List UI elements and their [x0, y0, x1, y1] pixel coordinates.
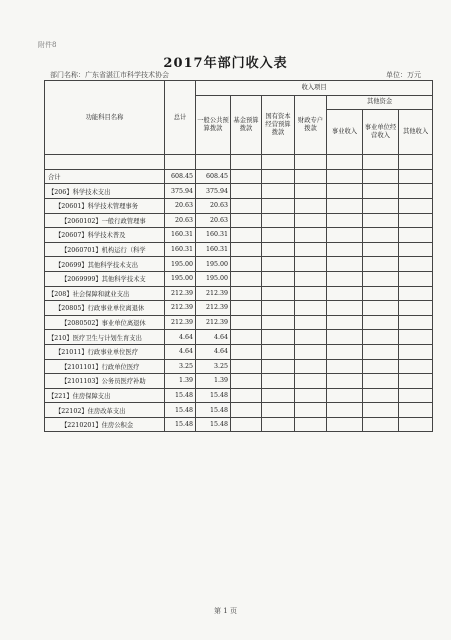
- empty-cell: [295, 417, 327, 432]
- table-row: [45, 271, 433, 286]
- empty-cell: [262, 417, 295, 432]
- empty-cell: [363, 301, 399, 316]
- row-total: 608.45: [165, 169, 196, 184]
- empty-cell: [327, 330, 363, 345]
- empty-cell: [363, 286, 399, 301]
- empty-cell: [231, 344, 262, 359]
- blank-cell: [45, 155, 165, 170]
- empty-cell: [295, 344, 327, 359]
- empty-cell: [262, 374, 295, 389]
- empty-cell: [295, 242, 327, 257]
- empty-cell: [399, 344, 433, 359]
- attachment-label: 附件8: [38, 41, 57, 49]
- empty-cell: [327, 257, 363, 272]
- empty-cell: [363, 213, 399, 228]
- row-general: 4.64: [196, 330, 231, 345]
- empty-cell: [327, 359, 363, 374]
- empty-cell: [327, 374, 363, 389]
- empty-cell: [363, 184, 399, 199]
- empty-cell: [327, 403, 363, 418]
- empty-cell: [231, 301, 262, 316]
- empty-cell: [399, 169, 433, 184]
- blank-cell: [165, 155, 196, 170]
- empty-cell: [231, 271, 262, 286]
- empty-cell: [399, 271, 433, 286]
- blank-cell: [327, 155, 363, 170]
- row-total: 212.39: [165, 315, 196, 330]
- row-general: 212.39: [196, 301, 231, 316]
- empty-cell: [399, 315, 433, 330]
- empty-cell: [262, 271, 295, 286]
- blank-cell: [295, 155, 327, 170]
- empty-cell: [295, 388, 327, 403]
- row-name: 【22102】住房改革支出: [45, 403, 165, 418]
- empty-cell: [231, 315, 262, 330]
- empty-cell: [295, 271, 327, 286]
- row-name: 【21011】行政事业单位医疗: [45, 344, 165, 359]
- empty-cell: [363, 271, 399, 286]
- empty-cell: [327, 184, 363, 199]
- empty-cell: [231, 286, 262, 301]
- empty-cell: [363, 374, 399, 389]
- page-number: 第 1 页: [214, 607, 237, 615]
- empty-cell: [262, 315, 295, 330]
- header-other-income: 其他收入: [399, 110, 433, 155]
- row-general: 15.48: [196, 417, 231, 432]
- row-total: 20.63: [165, 198, 196, 213]
- empty-cell: [399, 403, 433, 418]
- empty-cell: [363, 198, 399, 213]
- empty-cell: [327, 388, 363, 403]
- row-general: 15.48: [196, 403, 231, 418]
- row-name: 【2101101】行政单位医疗: [45, 359, 165, 374]
- empty-cell: [231, 184, 262, 199]
- empty-cell: [295, 330, 327, 345]
- row-general: 608.45: [196, 169, 231, 184]
- row-general: 3.25: [196, 359, 231, 374]
- row-general: 212.39: [196, 286, 231, 301]
- empty-cell: [231, 169, 262, 184]
- header-func: 功能科目名称: [45, 81, 165, 155]
- table-row: [45, 198, 433, 213]
- empty-cell: [231, 257, 262, 272]
- row-general: 4.64: [196, 344, 231, 359]
- empty-cell: [363, 359, 399, 374]
- empty-cell: [231, 242, 262, 257]
- empty-cell: [231, 359, 262, 374]
- empty-cell: [262, 169, 295, 184]
- unit-label: 单位：万元: [386, 71, 421, 79]
- empty-cell: [399, 359, 433, 374]
- empty-cell: [262, 198, 295, 213]
- empty-cell: [327, 286, 363, 301]
- empty-cell: [295, 286, 327, 301]
- empty-cell: [262, 344, 295, 359]
- row-total: 375.94: [165, 184, 196, 199]
- table-row: [45, 184, 433, 199]
- blank-cell: [231, 155, 262, 170]
- org-name: 部门名称：广东省湛江市科学技术协会: [50, 71, 169, 79]
- empty-cell: [295, 374, 327, 389]
- row-general: 1.39: [196, 374, 231, 389]
- row-name: 【206】科学技术支出: [45, 184, 165, 199]
- row-general: 15.48: [196, 388, 231, 403]
- row-total: 4.64: [165, 344, 196, 359]
- empty-cell: [327, 417, 363, 432]
- table-body: [45, 169, 433, 432]
- empty-cell: [327, 198, 363, 213]
- empty-cell: [327, 169, 363, 184]
- row-name: 【221】住房保障支出: [45, 388, 165, 403]
- row-name: 【20607】科学技术普及: [45, 228, 165, 243]
- empty-cell: [262, 403, 295, 418]
- header-fiscal-special: 财政专户拨款: [295, 95, 327, 155]
- empty-cell: [295, 213, 327, 228]
- row-general: 20.63: [196, 213, 231, 228]
- table-row: [45, 301, 433, 316]
- table-row: [45, 403, 433, 418]
- empty-cell: [262, 228, 295, 243]
- empty-cell: [399, 417, 433, 432]
- empty-cell: [231, 198, 262, 213]
- empty-cell: [295, 315, 327, 330]
- income-table: [44, 80, 433, 432]
- row-total: 4.64: [165, 330, 196, 345]
- header-income-items: 收入项目: [196, 81, 433, 96]
- row-total: 195.00: [165, 257, 196, 272]
- empty-cell: [363, 388, 399, 403]
- empty-cell: [399, 330, 433, 345]
- header-business-income: 事业收入: [327, 110, 363, 155]
- empty-cell: [399, 301, 433, 316]
- blank-cell: [363, 155, 399, 170]
- empty-cell: [399, 242, 433, 257]
- empty-cell: [262, 301, 295, 316]
- row-general: 195.00: [196, 257, 231, 272]
- row-name: 【2101103】公务员医疗补助: [45, 374, 165, 389]
- empty-cell: [262, 184, 295, 199]
- blank-cell: [196, 155, 231, 170]
- row-name: 【2069999】其他科学技术支: [45, 271, 165, 286]
- empty-cell: [231, 228, 262, 243]
- empty-cell: [231, 417, 262, 432]
- table-row: [45, 417, 433, 432]
- empty-cell: [262, 388, 295, 403]
- empty-cell: [399, 228, 433, 243]
- row-total: 160.31: [165, 228, 196, 243]
- empty-cell: [327, 271, 363, 286]
- row-total: 15.48: [165, 388, 196, 403]
- table-row: [45, 330, 433, 345]
- row-general: 20.63: [196, 198, 231, 213]
- row-general: 195.00: [196, 271, 231, 286]
- row-name: 【20601】科学技术管理事务: [45, 198, 165, 213]
- empty-cell: [295, 169, 327, 184]
- empty-cell: [363, 228, 399, 243]
- blank-cell: [262, 155, 295, 170]
- table-row: [45, 257, 433, 272]
- empty-cell: [231, 403, 262, 418]
- table-row: [45, 359, 433, 374]
- empty-cell: [262, 257, 295, 272]
- row-name: 【210】医疗卫生与计划生育支出: [45, 330, 165, 345]
- empty-cell: [231, 374, 262, 389]
- page-title: 2017年部门收入表: [163, 56, 288, 71]
- empty-cell: [295, 403, 327, 418]
- empty-cell: [295, 257, 327, 272]
- row-total: 20.63: [165, 213, 196, 228]
- row-name: 【2080502】事业单位离退休: [45, 315, 165, 330]
- row-total: 212.39: [165, 286, 196, 301]
- empty-cell: [327, 213, 363, 228]
- header-unit-business: 事业单位经营收入: [363, 110, 399, 155]
- empty-cell: [399, 257, 433, 272]
- empty-cell: [295, 228, 327, 243]
- empty-cell: [363, 242, 399, 257]
- table-row: [45, 374, 433, 389]
- row-name: 【208】社会保障和就业支出: [45, 286, 165, 301]
- table-row: [45, 169, 433, 184]
- empty-cell: [363, 417, 399, 432]
- empty-cell: [399, 198, 433, 213]
- empty-cell: [295, 301, 327, 316]
- empty-cell: [327, 301, 363, 316]
- empty-cell: [399, 374, 433, 389]
- empty-cell: [262, 286, 295, 301]
- row-general: 160.31: [196, 228, 231, 243]
- empty-cell: [399, 388, 433, 403]
- empty-cell: [295, 198, 327, 213]
- row-name: 【20805】行政事业单位离退休: [45, 301, 165, 316]
- header-state-capital: 国有资本经营预算拨款: [262, 95, 295, 155]
- row-total: 1.39: [165, 374, 196, 389]
- empty-cell: [231, 388, 262, 403]
- row-name: 【2060701】机构运行（科学: [45, 242, 165, 257]
- empty-cell: [399, 286, 433, 301]
- empty-cell: [262, 359, 295, 374]
- empty-cell: [363, 403, 399, 418]
- empty-cell: [231, 330, 262, 345]
- empty-cell: [363, 344, 399, 359]
- row-total: 160.31: [165, 242, 196, 257]
- table-row: [45, 213, 433, 228]
- empty-cell: [327, 315, 363, 330]
- blank-cell: [399, 155, 433, 170]
- row-general: 160.31: [196, 242, 231, 257]
- empty-cell: [262, 213, 295, 228]
- row-total: 15.48: [165, 417, 196, 432]
- header-other-funds: 其他资金: [327, 95, 433, 110]
- row-total: 15.48: [165, 403, 196, 418]
- table-row: [45, 388, 433, 403]
- empty-cell: [262, 242, 295, 257]
- table-row: [45, 242, 433, 257]
- header-general: 一般公共预算拨款: [196, 95, 231, 155]
- row-total: 212.39: [165, 301, 196, 316]
- empty-cell: [295, 184, 327, 199]
- row-general: 212.39: [196, 315, 231, 330]
- header-fund: 基金预算拨款: [231, 95, 262, 155]
- row-name: 【2060102】一般行政管理事: [45, 213, 165, 228]
- empty-cell: [363, 257, 399, 272]
- row-total: 3.25: [165, 359, 196, 374]
- row-name: 【2210201】住房公积金: [45, 417, 165, 432]
- empty-cell: [363, 330, 399, 345]
- table-row: [45, 315, 433, 330]
- row-name: 合计: [45, 169, 165, 184]
- empty-cell: [363, 315, 399, 330]
- empty-cell: [327, 228, 363, 243]
- table-row: [45, 286, 433, 301]
- empty-cell: [399, 184, 433, 199]
- row-name: 【20699】其他科学技术支出: [45, 257, 165, 272]
- header-total: 总计: [165, 81, 196, 155]
- table-row: [45, 344, 433, 359]
- empty-cell: [231, 213, 262, 228]
- row-total: 195.00: [165, 271, 196, 286]
- empty-cell: [327, 344, 363, 359]
- row-general: 375.94: [196, 184, 231, 199]
- empty-cell: [327, 242, 363, 257]
- empty-cell: [262, 330, 295, 345]
- empty-cell: [295, 359, 327, 374]
- table-row: [45, 228, 433, 243]
- empty-cell: [399, 213, 433, 228]
- empty-cell: [363, 169, 399, 184]
